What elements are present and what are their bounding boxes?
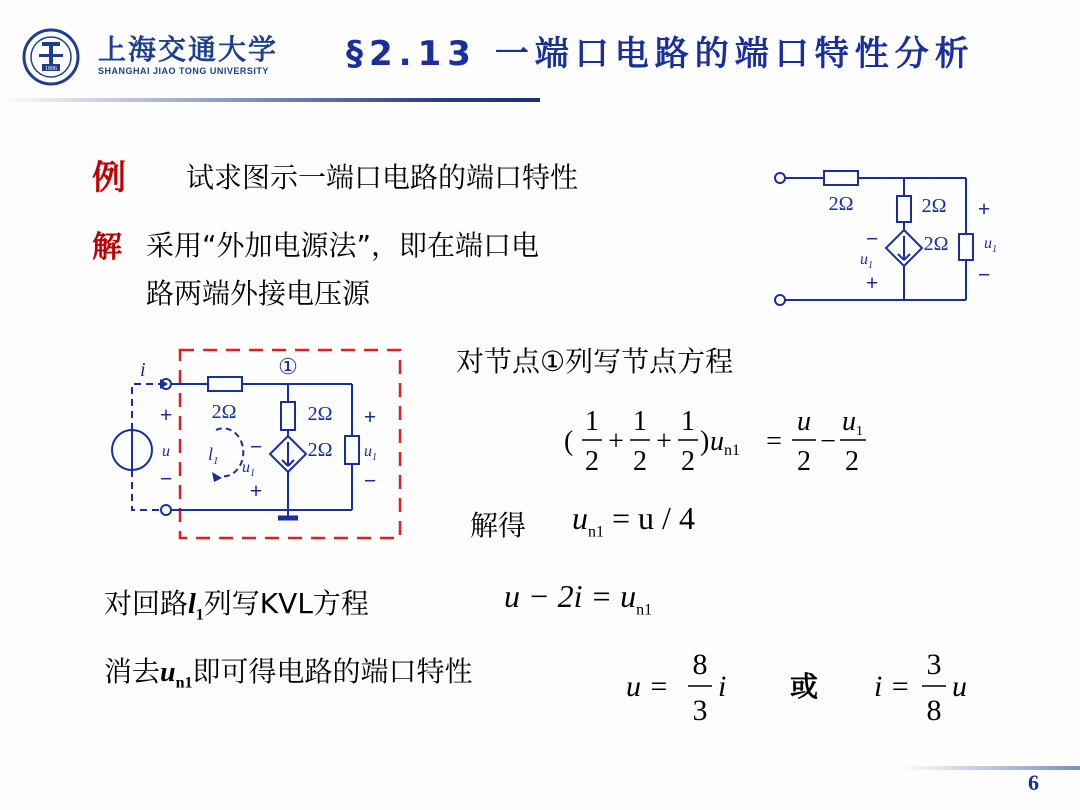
circuit2-current-label: i [140,359,146,381]
university-name-cn: 上海交通大学 [98,33,279,66]
university-logo [22,28,80,86]
port-characteristic-equations [620,640,980,740]
title-underline [0,98,540,102]
circuit1-plus-right: + [977,196,991,221]
solve-label: 解得 [470,509,527,542]
circuit1-r1-label: 2Ω [828,193,854,215]
circuit2-minus-cccs: − [249,434,263,459]
svg-text:+: + [608,426,624,457]
circuit-diagram-with-source [108,346,408,544]
svg-text:1: 1 [585,406,599,437]
circuit1-u1-left: $u_1$ [860,251,873,271]
svg-text:i =: i = [874,670,911,703]
circuit2-node-label: ① [278,354,298,379]
circuit2-loop-label: $l_1$ [208,444,219,467]
svg-text:8: 8 [926,694,942,727]
svg-text:+: + [656,426,672,457]
example-tag: 例 [92,158,126,198]
svg-text:2: 2 [585,446,599,477]
svg-text:1: 1 [633,406,647,437]
page-title: §2.13 一端口电路的端口特性分析 [346,34,975,74]
svg-text:2: 2 [797,446,811,477]
university-name-en: SHANGHAI JIAO TONG UNIVERSITY [98,66,269,76]
circuit2-u1-right: $u_1$ [364,443,377,463]
example-text: 试求图示一端口电路的端口特性 [186,161,579,194]
svg-text:2: 2 [681,446,695,477]
circuit2-r1-label: 2Ω [211,401,237,423]
circuit1-minus-right: − [977,262,991,287]
svg-text:8: 8 [692,648,708,681]
solve-equation: $u_{n1} = u / 4$ [572,500,695,541]
footer-line [900,766,1080,770]
circuit2-plus-cccs: + [249,478,263,503]
circuit1-r3-label: 2Ω [923,233,949,255]
svg-text:或: 或 [790,672,819,703]
svg-text:(: ( [564,426,574,457]
svg-text:u: u [797,406,811,437]
circuit2-plus-right: + [363,404,377,429]
solution-line1: 采用“外加电源法”，即在端口电 [146,229,540,262]
circuit2-minus-right: − [363,468,377,493]
loop-arrow [216,428,243,476]
circuit2-u1-left: $u_1$ [242,459,255,479]
svg-text:3: 3 [692,694,708,727]
page-number: 6 [1028,770,1039,795]
svg-text:=: = [766,426,782,457]
svg-text:2: 2 [633,446,647,477]
logo-year: 1896 [45,66,57,72]
circuit2-source-label: u [162,443,170,460]
circuit2-minus-source: − [159,466,173,491]
svg-text:u1: u1 [842,406,863,439]
eliminate-label: 消去$u_{n1}$即可得电路的端口特性 [104,655,473,692]
solution-line2: 路两端外接电压源 [146,277,371,310]
solution-tag: 解 [92,230,122,265]
circuit1-plus-left: + [865,270,879,295]
svg-text:3: 3 [926,648,942,681]
circuit1-minus-left: − [865,226,879,251]
svg-text:u: u [952,670,967,703]
node-equation-label: 对节点①列写节点方程 [456,345,734,378]
svg-text:1: 1 [681,406,695,437]
kvl-label: 对回路$l_1$列写KVL方程 [104,587,369,624]
circuit2-plus-source: + [159,402,173,427]
node-equation [560,398,880,482]
svg-text:u =: u = [626,670,669,703]
circuit1-u1-right: $u_1$ [984,235,997,255]
svg-text:−: − [820,426,836,457]
circuit2-r2-label: 2Ω [307,403,333,425]
svg-text:): ) [700,426,710,457]
svg-text:i: i [718,670,727,703]
svg-text:2: 2 [845,446,859,477]
kvl-equation: $u - 2i = u_{n1}$ [504,578,653,619]
circuit1-r2-label: 2Ω [921,195,947,217]
circuit2-r3-label: 2Ω [307,439,333,461]
svg-text:un1: un1 [710,426,740,459]
circuit-diagram-original [768,160,1008,310]
